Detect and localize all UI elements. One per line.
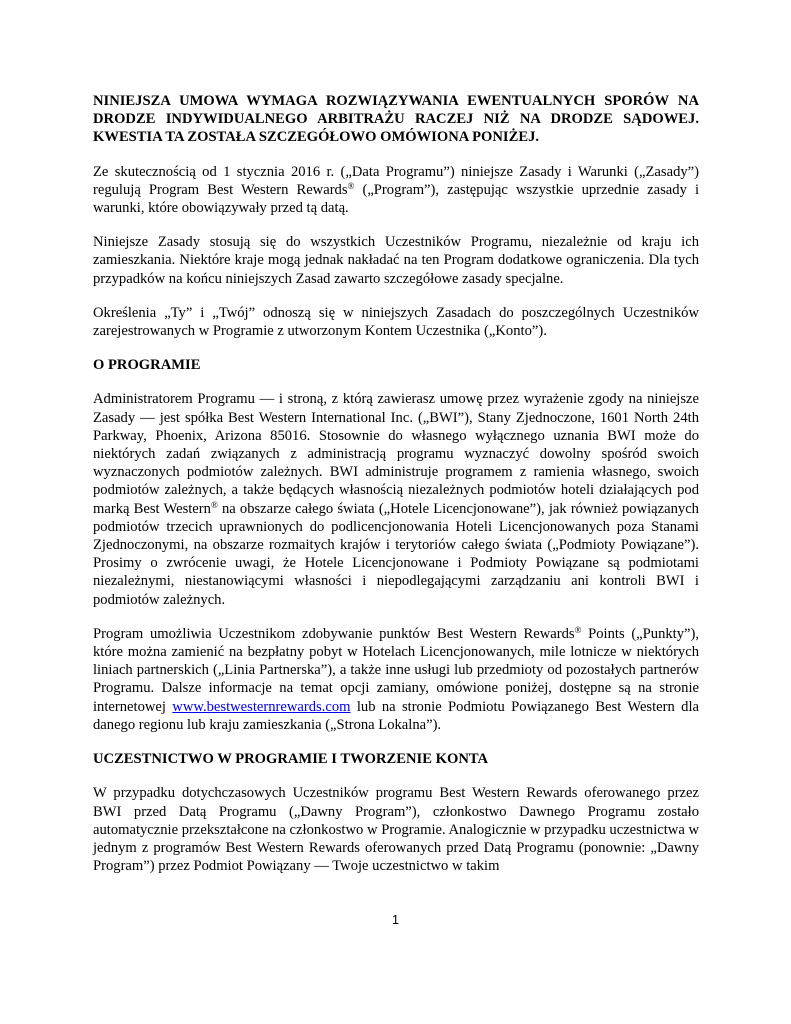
about-p1-text-b: na obszarze całego świata („Hotele Licencjonowane”), jak również powiązanych podmiotów trzecich uprawnionych do podlicencjonowania Hoteli Licencjonowanych poza Stanami Zjednoczonymi, na obszarze rozmaitych krajów i terytoriów całego świata („Podmioty Powiązane”). Prosimy o zwrócenie uwagi, że Hotele Licencjonowane i Podmioty Powiązane są podmiotami niezależnymi, niestanowiącymi własności i niepodlegającymi zarządzaniu ani kontroli BWI i podmiotów zależnych. bbox=[93, 500, 699, 608]
registered-mark: ® bbox=[347, 180, 355, 191]
about-p2-text-a: Program umożliwia Uczestnikom zdobywanie punktów Best Western Rewards bbox=[93, 625, 575, 642]
about-paragraph-1 bbox=[93, 390, 699, 608]
about-p1-text-a: Administratorem Programu — i stroną, z którą zawierasz umowę przez wyrażenie zgody na niniejsze Zasady — jest spółka Best Western International Inc. („BWI”), Stany Zjednoczone, 1601 North 24th Parkway, Phoenix, Arizona 85016. Stosownie do własnego wyłącznego uznania BWI może do niektórych zadań związanych z administracją programu wyznaczyć dowolny spośród swoich wyznaczonych podmiotów zależnych. BWI administruje programem z ramienia własnego, swoich podmiotów zależnych, a także będących własnością niezależnych podmiotów hoteli działających pod marką Best Western bbox=[93, 391, 699, 517]
intro-paragraph-1 bbox=[93, 163, 699, 218]
about-p2-text-b: Points („Punkty”), które można zamienić na bezpłatny pobyt w Hotelach Licencjonowanych, mile lotnicze w niektórych liniach partnerskich („Linia Partnerska”), a także inne usługi lub przedmioty od pozostałych partnerów Programu. Dalsze informacje na temat opcji zamiany, omówione poniżej, dostępne są na stronie internetowej bbox=[93, 625, 700, 715]
arbitration-notice-heading: NINIEJSZA UMOWA WYMAGA ROZWIĄZYWANIA EWENTUALNYCH SPORÓW NA DRODZE INDYWIDUALNEGO ARBITRAŻU RACZEJ NIŻ NA DRODZE SĄDOWEJ. KWESTIA TA ZOSTAŁA SZCZEGÓŁOWO OMÓWIONA PONIŻEJ. bbox=[93, 93, 699, 146]
section-heading-about: O PROGRAMIE bbox=[93, 357, 201, 374]
registered-mark: ® bbox=[210, 499, 218, 510]
intro-p1-text-a: Ze skutecznością od 1 stycznia 2016 r. („Data Programu”) niniejsze Zasady i Warunki („Zasady”) regulują Program Best Western Rewards bbox=[93, 163, 699, 198]
rewards-website-link[interactable]: www.bestwesternrewards.com bbox=[172, 698, 351, 715]
section-heading-membership: UCZESTNICTWO W PROGRAMIE I TWORZENIE KONTA bbox=[93, 751, 489, 768]
about-p2-text-c: lub na stronie Podmiotu Powiązanego Best Western dla danego regionu lub kraju zamieszkania („Strona Lokalna”). bbox=[93, 698, 699, 733]
document-page bbox=[93, 92, 699, 891]
intro-paragraph-3: Określenia „Ty” i „Twój” odnoszą się w niniejszych Zasadach do poszczególnych Uczestników zarejestrowanych w Programie z utworzonym Kontem Uczestnika („Konto”). bbox=[93, 304, 699, 340]
intro-p1-text-b: („Program”), zastępując wszystkie uprzednie zasady i warunki, które obowiązywały przed tą datą. bbox=[93, 181, 699, 217]
registered-mark: ® bbox=[574, 624, 582, 635]
about-paragraph-2 bbox=[93, 625, 699, 734]
membership-paragraph-1: W przypadku dotychczasowych Uczestników programu Best Western Rewards oferowanego przez BWI przed Datą Programu („Dawny Program”), członkostwo Dawnego Programu zostało automatycznie przekształcone na członkostwo w Programie. Analogicznie w przypadku uczestnictwa w jednym z programów Best Western Rewards oferowanych przed Datą Programu (ponownie: „Dawny Program”) przez Podmiot Powiązany — Twoje uczestnictwo w takim bbox=[93, 785, 699, 875]
page-number: 1 bbox=[392, 913, 399, 927]
intro-paragraph-2: Niniejsze Zasady stosują się do wszystkich Uczestników Programu, niezależnie od kraju ich zamieszkania. Niektóre kraje mogą jednak nakładać na ten Program dodatkowe ograniczenia. Dla tych przypadków na końcu niniejszych Zasad zawarto szczegółowe zasady specjalne. bbox=[93, 234, 699, 287]
